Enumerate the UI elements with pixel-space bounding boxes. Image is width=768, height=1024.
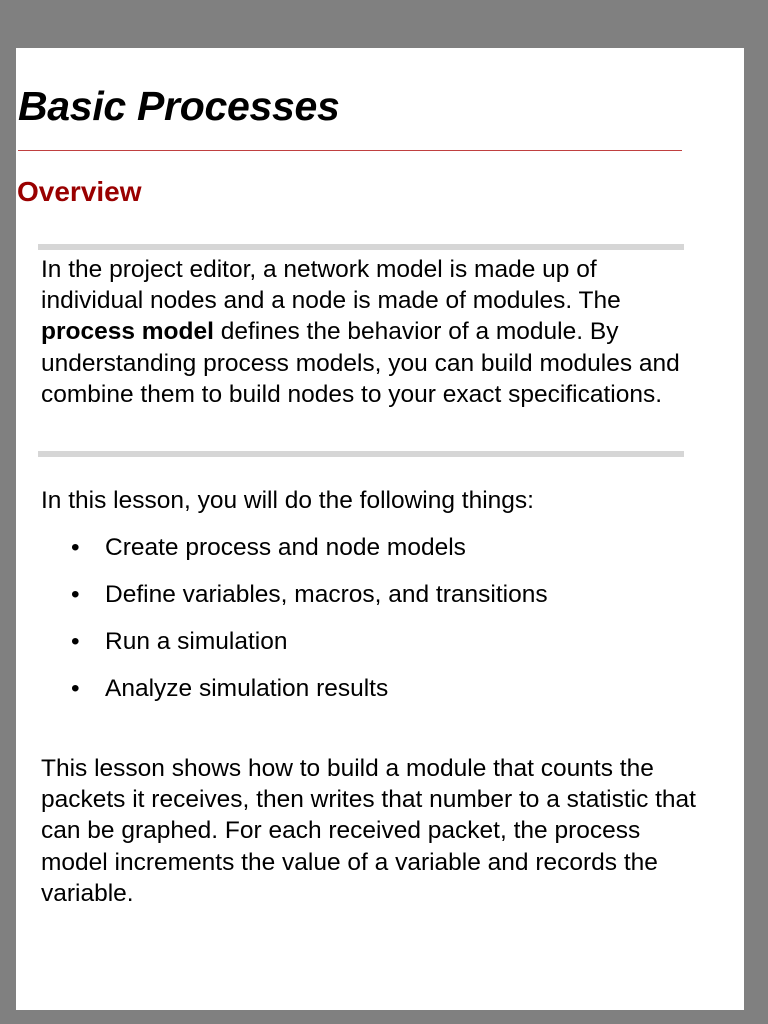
title-divider — [18, 150, 682, 151]
note-bold-term: process model — [41, 318, 214, 346]
bullet-icon: • — [71, 534, 80, 561]
section-heading-overview: Overview — [17, 176, 142, 207]
lesson-intro: In this lesson, you will do the following things: — [41, 487, 534, 514]
list-item-text: Run a simulation — [105, 628, 288, 655]
bullet-icon: • — [71, 581, 80, 608]
list-item-text: Define variables, macros, and transitions — [105, 581, 548, 608]
list-item-text: Analyze simulation results — [105, 675, 389, 702]
bullet-icon: • — [71, 628, 80, 655]
list-item-text: Create process and node models — [105, 534, 466, 561]
overview-note — [41, 254, 701, 410]
note-top-rule — [38, 244, 684, 250]
bullet-icon: • — [71, 675, 80, 702]
note-text-start: In the project editor, a network model is made up of individual nodes and a node is made of modules. The — [41, 256, 621, 315]
page-title: Basic Processes — [18, 83, 340, 129]
note-text-end: defines the behavior of a module. By understanding process models, you can build modules and combine them to build nodes to your exact specifications. — [41, 318, 680, 408]
lesson-summary: This lesson shows how to build a module that counts the packets it receives, then writes that number to a statistic that can be graphed. For each received packet, the process model increments the value of a variable and records the variable. — [41, 755, 696, 907]
note-bottom-rule — [38, 451, 684, 457]
